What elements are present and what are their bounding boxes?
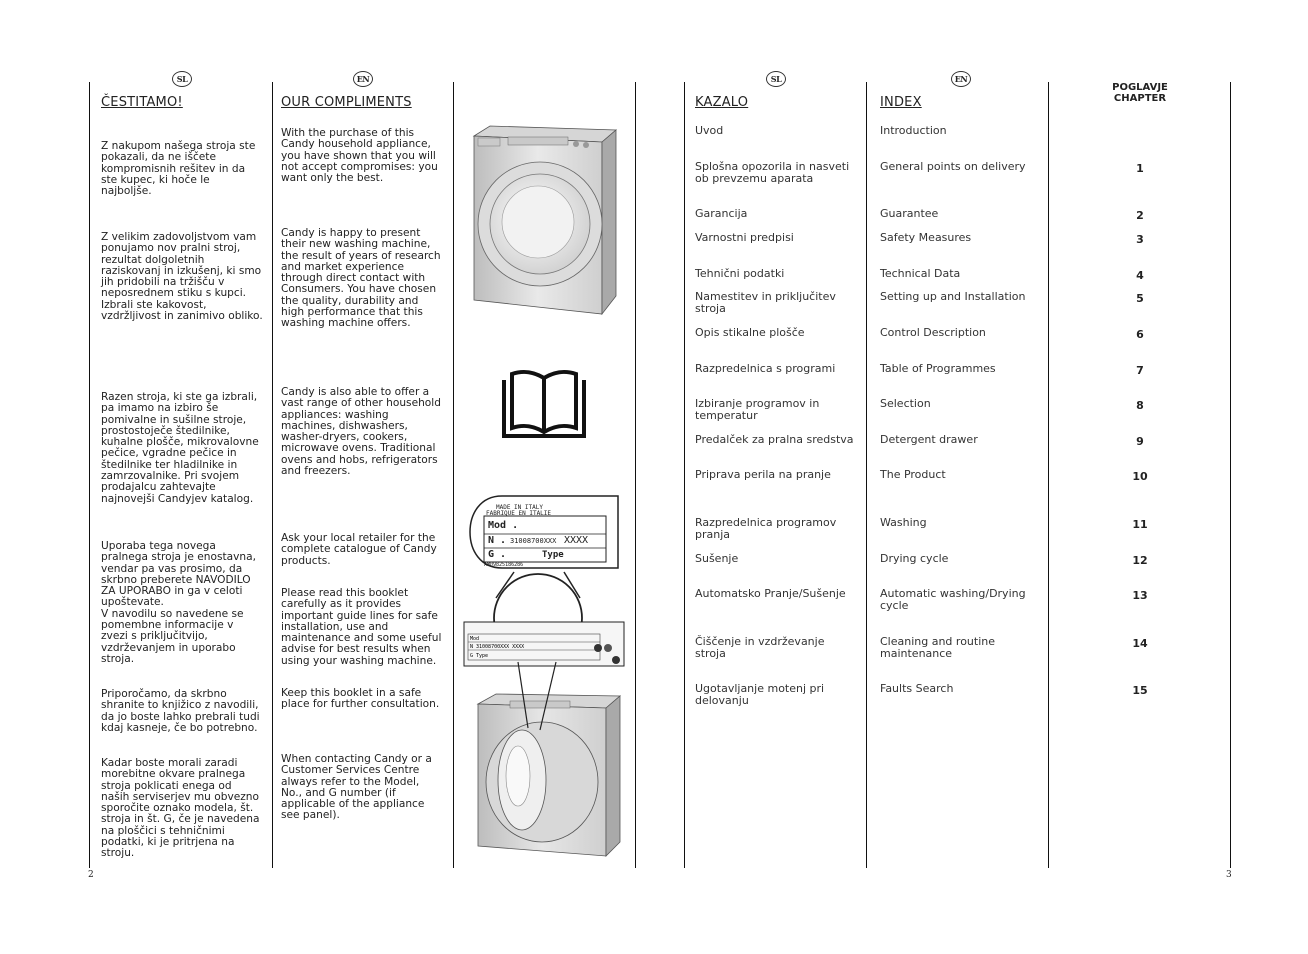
en-paragraph: With the purchase of this Candy household appliance, you have shown that you will not accept compromises: you want only the best.: [281, 127, 438, 185]
rating-type: Type: [542, 550, 564, 560]
page-number: 3: [1226, 870, 1232, 880]
column-rule: [272, 82, 273, 868]
toc-entry-en: Washing: [880, 516, 927, 529]
toc-chapter-number: 14: [1132, 637, 1148, 650]
en-paragraph: Candy is happy to present their new washing machine, the result of years of research and market experience through direct contact with Consumers. You have chosen the quality, durability and high performance that this washing machine offers.: [281, 227, 441, 330]
toc-chapter-number: 3: [1136, 233, 1144, 246]
toc-entry-en: Selection: [880, 397, 931, 410]
rating-g: G .: [488, 549, 507, 560]
en-paragraph: Keep this booklet in a safe place for further consultation.: [281, 687, 440, 711]
toc-entry-en: Technical Data: [880, 267, 961, 280]
toc-entry-sl: Uvod: [695, 124, 724, 137]
toc-entry-en: Drying cycle: [880, 552, 949, 565]
svg-text:N 31008700XXX XXXX: N 31008700XXX XXXX: [470, 644, 525, 650]
toc-entry-sl: Ugotavljanje motenj pri delovanju: [695, 682, 825, 707]
toc-entry-en: Setting up and Installation: [880, 290, 1026, 303]
toc-entry-en: Safety Measures: [880, 231, 972, 244]
toc-chapter-number: 1: [1136, 162, 1144, 175]
chapter-label-en: CHAPTER: [1113, 93, 1167, 104]
sl-heading: ČESTITAMO!: [101, 95, 183, 110]
sl-language-badge: SL: [172, 71, 192, 87]
rating-code: AM09825186286: [484, 562, 524, 568]
rating-mod: Mod .: [488, 520, 519, 531]
rating-serial: 31008700XXX: [510, 537, 557, 545]
rating-fabrique: FABRIQUE EN ITALIE: [486, 510, 552, 517]
toc-entry-sl: Čiščenje in vzdrževanje stroja: [695, 635, 825, 660]
chapter-label-sl: POGLAVJE: [1112, 82, 1168, 93]
toc-chapter-number: 10: [1132, 470, 1148, 483]
toc-entry-sl: Automatsko Pranje/Sušenje: [695, 587, 846, 600]
toc-chapter-number: 13: [1132, 589, 1148, 602]
toc-chapter-number: 4: [1136, 269, 1144, 282]
toc-chapter-number: 5: [1136, 292, 1144, 305]
en-paragraph: Ask your local retailer for the complete catalogue of Candy products.: [281, 532, 437, 567]
toc-entry-en: Table of Programmes: [880, 362, 996, 375]
en-paragraph: When contacting Candy or a Customer Services Centre always refer to the Model, No., and G number (if applicable of the appliance see panel).: [281, 753, 432, 822]
rating-n: N .: [488, 535, 507, 546]
toc-chapter-number: 8: [1136, 399, 1144, 412]
toc-entry-en: General points on delivery: [880, 160, 1026, 173]
toc-entry-en: Detergent drawer: [880, 433, 978, 446]
toc-chapter-number: 9: [1136, 435, 1144, 448]
toc-entry-en: Introduction: [880, 124, 947, 137]
sl-paragraph: Z nakupom našega stroja ste pokazali, da ne iščete kompromisnih rešitev in da ste kupec, ki hoče le najboljše.: [101, 140, 256, 198]
toc-entry-sl: Predalček za pralna sredstva: [695, 433, 854, 446]
toc-chapter-number: 7: [1136, 364, 1144, 377]
rating-plate-location-illustration: [456, 568, 632, 860]
en-language-badge: EN: [951, 71, 971, 87]
toc-entry-en: Faults Search: [880, 682, 954, 695]
toc-chapter-number: 6: [1136, 328, 1144, 341]
toc-entry-sl: Namestitev in priključitev stroja: [695, 290, 836, 315]
column-rule: [1048, 82, 1049, 868]
toc-chapter-number: 2: [1136, 209, 1144, 222]
sl-paragraph: Razen stroja, ki ste ga izbrali, pa imamo na izbiro še pomivalne in sušilne stroje, prostostoječe štedilnike, kuhalne plošče, mikrovalovne pečice, vgradne pečice in štedilnike ter hladilnike in zamrzovalnike. Pri svojem prodajalcu zahtevajte najnovejši Candyjev katalog.: [101, 391, 259, 505]
rating-plate-zoom: [468, 492, 620, 572]
toc-chapter-number: 11: [1132, 518, 1148, 531]
en-language-badge: EN: [353, 71, 373, 87]
toc-chapter-number: 12: [1132, 554, 1148, 567]
toc-entry-en: Cleaning and routine maintenance: [880, 635, 996, 660]
rating-made-in: MADE IN ITALY: [496, 504, 543, 511]
column-rule: [453, 82, 454, 868]
toc-entry-sl: Opis stikalne plošče: [695, 326, 805, 339]
toc-entry-sl: Izbiranje programov in temperatur: [695, 397, 820, 422]
toc-entry-en: The Product: [880, 468, 946, 481]
toc-entry-en: Control Description: [880, 326, 986, 339]
toc-entry-en: Guarantee: [880, 207, 939, 220]
svg-text:Mod: Mod: [470, 636, 480, 642]
rating-xxxx: XXXX: [564, 535, 589, 546]
chapter-column-header: [1092, 82, 1188, 104]
en-paragraph: Please read this booklet carefully as it provides important guide lines for safe installation, use and maintenance and some useful advise for best results when using your washing machine.: [281, 587, 442, 667]
sl-paragraph: Priporočamo, da skrbno shranite to knjižico z navodili, da jo boste lahko prebrali tudi kdaj kasneje, če bo potrebno.: [101, 688, 260, 734]
column-rule: [89, 82, 90, 868]
toc-entry-sl: Splošna opozorila in nasveti ob prevzemu aparata: [695, 160, 850, 185]
sl-language-badge: SL: [766, 71, 786, 87]
toc-entry-sl: Garancija: [695, 207, 748, 220]
column-rule: [866, 82, 867, 868]
sl-paragraph: Uporaba tega novega pralnega stroja je enostavna, vendar pa vas prosimo, da skrbno preberete NAVODILO ZA UPORABO in ga v celoti upoštevate. V navodilu so navedene se pomembne informacije v zvezi s priključitvijo, vzdrževanjem in uporabo stroja.: [101, 540, 256, 665]
toc-entry-sl: Priprava perila na pranje: [695, 468, 831, 481]
en-toc-heading: INDEX: [880, 95, 922, 110]
sl-toc-heading: KAZALO: [695, 95, 749, 110]
toc-chapter-number: 15: [1132, 684, 1148, 697]
toc-entry-en: Automatic washing/Drying cycle: [880, 587, 1026, 612]
toc-entry-sl: Sušenje: [695, 552, 739, 565]
toc-entry-sl: Razpredelnica s programi: [695, 362, 836, 375]
column-rule: [684, 82, 685, 868]
column-rule: [635, 82, 636, 868]
toc-entry-sl: Varnostni predpisi: [695, 231, 794, 244]
toc-entry-sl: Tehnični podatki: [695, 267, 785, 280]
page-number: 2: [88, 870, 94, 880]
toc-entry-sl: Razpredelnica programov pranja: [695, 516, 837, 541]
sl-paragraph: Z velikim zadovoljstvom vam ponujamo nov pralni stroj, rezultat dolgoletnih raziskovanj in izkušenj, ki smo jih pridobili na tržišču v neposrednem stiku s kupci. Izbrali ste kakovost, vzdržljivost in zanimivo obliko.: [101, 231, 263, 323]
en-paragraph: Candy is also able to offer a vast range of other household appliances: washing machines, dishwashers, washer-dryers, cookers, microwave ovens. Traditional ovens and hobs, refrigerators and freezers.: [281, 386, 441, 478]
en-heading: OUR COMPLIMENTS: [281, 95, 412, 110]
washing-machine-illustration: [468, 124, 618, 316]
read-manual-icon: [500, 368, 588, 440]
svg-text:G Type: G Type: [470, 653, 489, 659]
column-rule: [1230, 82, 1231, 868]
sl-paragraph: Kadar boste morali zaradi morebitne okvare pralnega stroja poklicati enega od naših serviserjev mu obvezno sporočite oznako modela, št. stroja in št. G, če je navedena na ploščici s tehničnimi podatki, ki je pritrjena na stroju.: [101, 757, 260, 860]
